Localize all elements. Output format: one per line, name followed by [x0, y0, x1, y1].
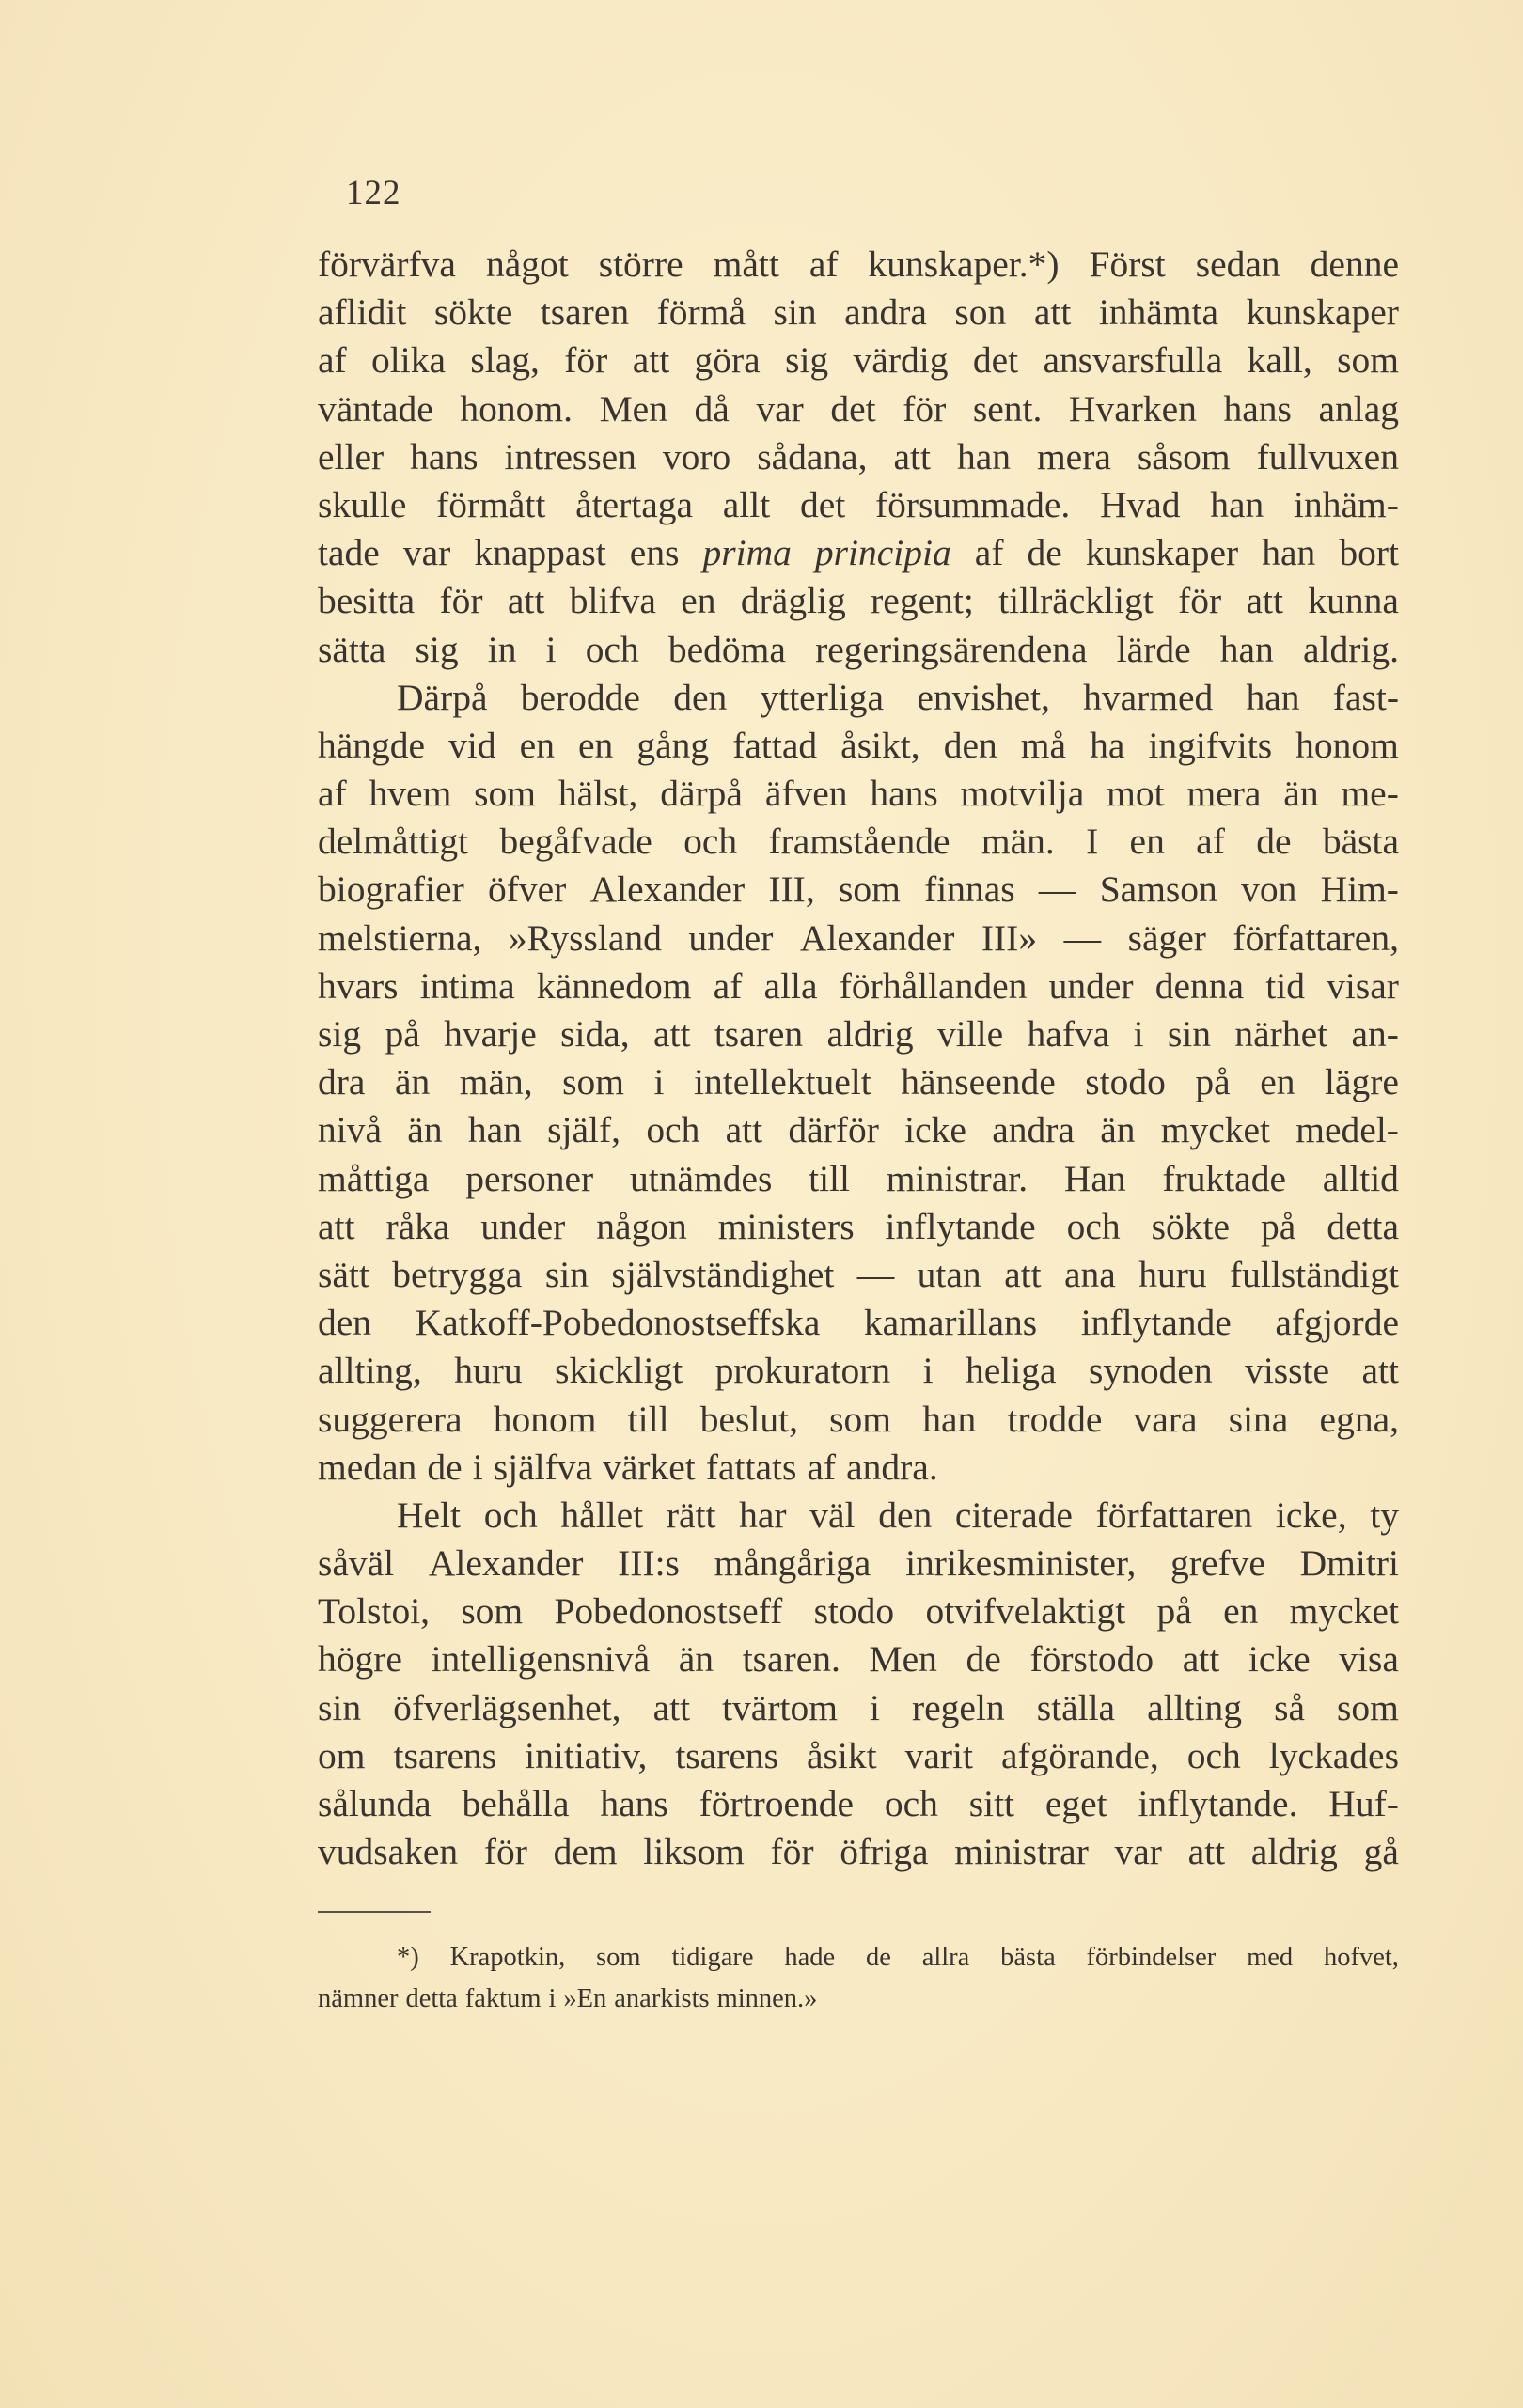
body-line: Därpå berodde den ytterliga envishet, hvarmed han fast-	[397, 676, 1399, 718]
body-line: att råka under någon ministers inflytande och sökte på detta	[318, 1205, 1399, 1247]
body-line: aflidit sökte tsaren förmå sin andra son att inhämta kunskaper	[318, 291, 1399, 334]
body-line: biografier öfver Alexander III, som finnas — Samson von Him-	[318, 868, 1399, 911]
body-line: vudsaken för dem liksom för öfriga ministrar var att aldrig gå	[318, 1831, 1399, 1873]
body-line: förvärfva något större mått af kunskaper.*) Först sedan denne	[318, 243, 1399, 285]
body-text	[318, 241, 1399, 1876]
body-line: högre intelligensnivå än tsaren. Men de förstodo att icke visa	[318, 1638, 1399, 1681]
body-line: den Katkoff-Pobedonostseffska kamarillans inflytande afgjorde	[318, 1302, 1399, 1344]
body-line: såväl Alexander III:s mångåriga inrikesminister, grefve Dmitri	[318, 1542, 1399, 1585]
body-line: sin öfverlägsenhet, att tvärtom i regeln ställa allting så som	[318, 1686, 1399, 1728]
body-line: sålunda behålla hans förtroende och sitt eget inflytande. Huf-	[318, 1783, 1399, 1824]
body-line: skulle förmått återtaga allt det försummade. Hvad han inhäm-	[318, 483, 1399, 525]
body-line: melstierna, »Ryssland under Alexander III» — säger författaren,	[318, 916, 1399, 959]
body-line: suggerera honom till beslut, som han trodde vara sina egna,	[318, 1398, 1399, 1440]
body-line: medan de i själfva värket fattats af andra.	[318, 1446, 938, 1488]
footnote	[318, 1937, 1399, 2020]
body-line: hvars intima kännedom af alla förhållanden under denna tid visar	[318, 964, 1399, 1007]
body-line: nivå än han själf, och att därför icke andra än mycket medel-	[318, 1109, 1399, 1151]
body-line: af olika slag, för att göra sig värdig det ansvarsfulla kall, som	[318, 339, 1399, 382]
body-line: besitta för att blifva en dräglig regent; tillräckligt för att kunna	[318, 580, 1399, 622]
body-line: om tsarens initiativ, tsarens åsikt varit afgörande, och lyckades	[318, 1734, 1399, 1776]
body-line: sig på hvarje sida, att tsaren aldrig ville hafva i sin närhet an-	[318, 1013, 1399, 1055]
body-line: delmåttigt begåfvade och framstående män. I en af de bästa	[318, 821, 1399, 863]
footnote-line: *) Krapotkin, som tidigare hade de allra bästa förbindelser med hofvet,	[397, 1943, 1399, 1972]
footnote-separator	[318, 1911, 431, 1913]
body-line: Helt och hållet rätt har väl den citerade författaren icke, ty	[397, 1493, 1399, 1536]
body-line: eller hans intressen voro sådana, att han mera såsom fullvuxen	[318, 435, 1399, 477]
body-line: allting, huru skickligt prokuratorn i heliga synoden visste att	[318, 1350, 1399, 1392]
body-line: af hvem som hälst, därpå äfven hans motvilja mot mera än me-	[318, 773, 1399, 815]
body-line: sätt betrygga sin självständighet — utan att ana huru fullständigt	[318, 1253, 1399, 1295]
body-line: hängde vid en en gång fattad åsikt, den må ha ingifvits honom	[318, 724, 1399, 766]
body-line: tade var knappast ens prima principia af de kunskaper han bort	[318, 532, 1399, 574]
body-line: dra än män, som i intellektuelt hänseende stodo på en lägre	[318, 1061, 1399, 1103]
body-line: måttiga personer utnämdes till ministrar. Han fruktade alltid	[318, 1157, 1399, 1199]
body-line: väntade honom. Men då var det för sent. Hvarken hans anlag	[318, 387, 1399, 430]
body-line: Tolstoi, som Pobedonostseff stodo otvifvelaktigt på en mycket	[318, 1590, 1399, 1633]
body-line: sätta sig in i och bedöma regeringsärendena lärde han aldrig.	[318, 628, 1399, 670]
footnote-line: nämner detta faktum i »En anarkists minnen.»	[318, 1984, 818, 2013]
page-number: 122	[346, 174, 401, 212]
